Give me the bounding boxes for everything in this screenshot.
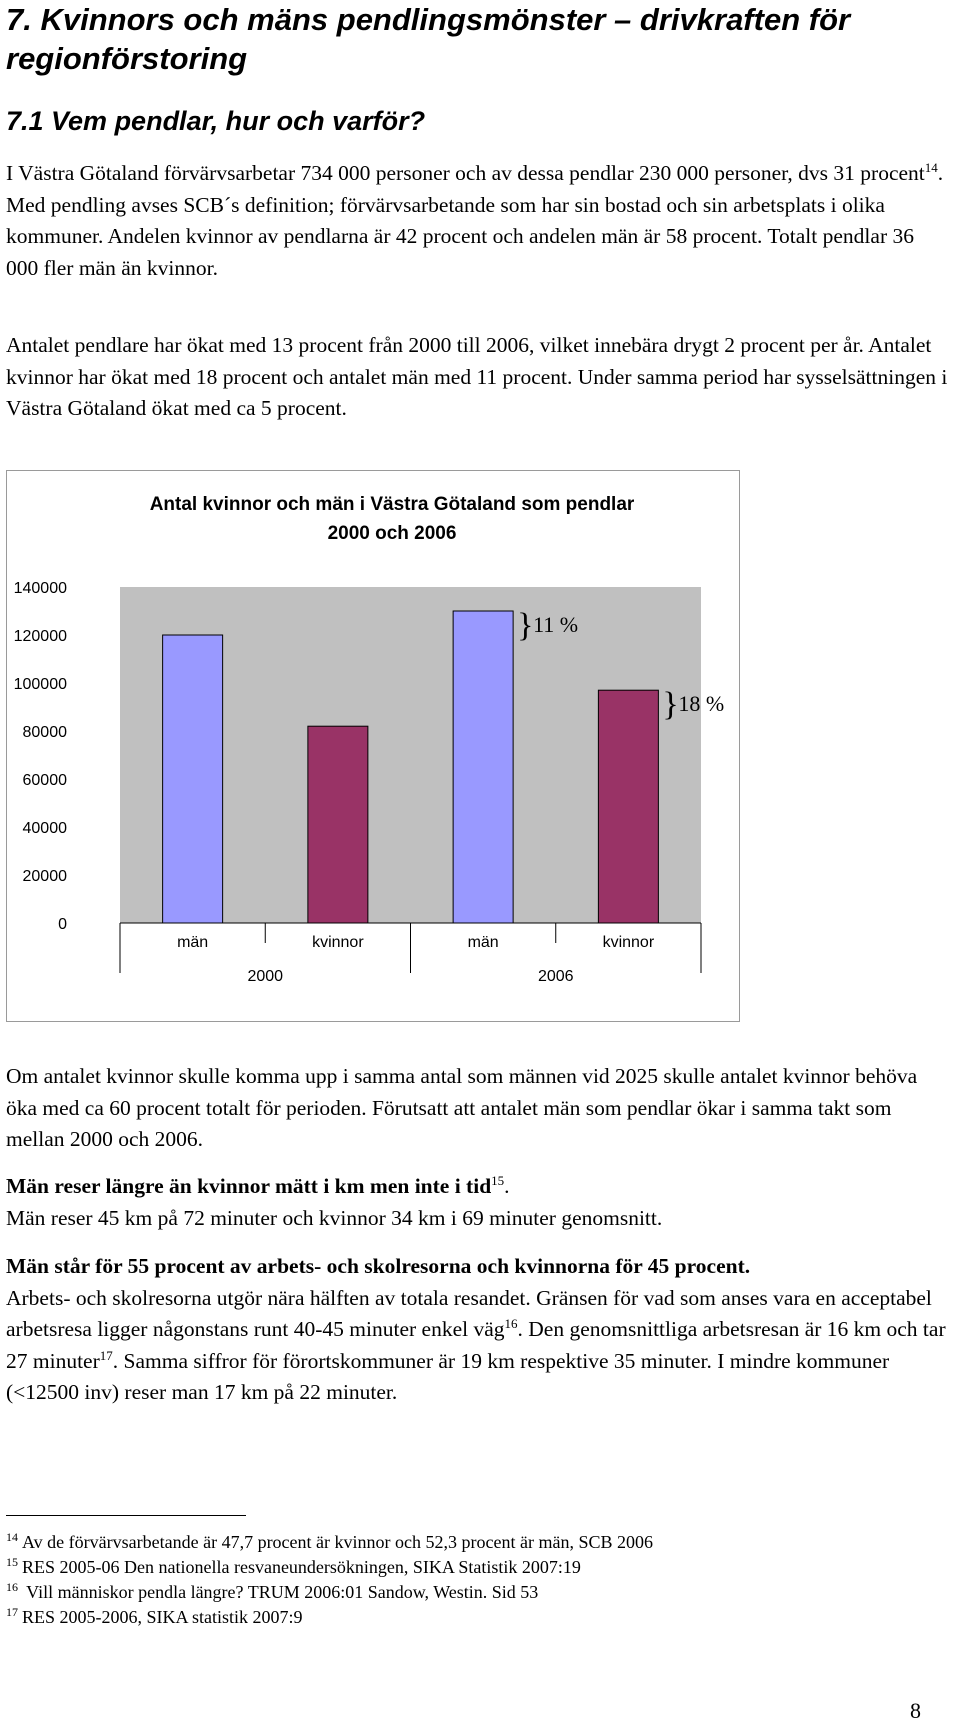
distance-paragraph (6, 1171, 950, 1234)
bar (598, 690, 658, 923)
footnote-number: 15 (6, 1555, 18, 1569)
chart-canvas (7, 471, 741, 1023)
footnote-14 (6, 1531, 653, 1553)
x-category-label: kvinnor (312, 934, 364, 951)
distance-text: Män reser 45 km på 72 minuter och kvinnor 34 km i 69 minuter genomsnitt. (6, 1205, 663, 1230)
footnote-ref-17[interactable]: 17 (99, 1347, 113, 1363)
percent-annotation: 11 % (533, 612, 579, 637)
intro-text-b: . Med pendling avses SCB´s definition; förvärvsarbetande som har sin bostad och sin arbetsplats i olika kommuner. Andelen kvinnor av pendlarna är 42 procent och andelen män är 58 procent. Totalt pendlar 36 000 fler män än kvinnor. (6, 161, 944, 280)
distance-heading-end: . (504, 1174, 510, 1198)
y-tick-label: 60000 (22, 772, 67, 789)
y-tick-label: 20000 (22, 868, 67, 885)
growth-paragraph: Antalet pendlare har ökat med 13 procent från 2000 till 2006, vilket innebära drygt 2 procent per år. Antalet kvinnor har ökat med 18 procent och antalet män med 11 procent. Under samma period har sysselsättningen i Västra Götaland ökat med ca 5 procent. (6, 333, 948, 420)
footnote-17 (6, 1606, 303, 1628)
distance-heading: Män reser längre än kvinnor mätt i km men inte i tid (6, 1174, 492, 1198)
subsection-heading: 7.1 Vem pendlar, hur och varför? (6, 106, 426, 136)
footnote-number: 14 (6, 1530, 18, 1544)
trip-share-heading: Män står för 55 procent av arbets- och skolresorna och kvinnorna för 45 procent. (6, 1254, 751, 1278)
percent-annotation: 18 % (678, 691, 725, 717)
footnote-ref-16[interactable]: 16 (504, 1315, 518, 1331)
section-heading: 7. Kvinnors och mäns pendlingsmönster – drivkraften för regionförstoring (6, 2, 851, 76)
y-tick-label: 100000 (13, 676, 67, 693)
x-category-label: män (467, 934, 499, 951)
projection-paragraph: Om antalet kvinnor skulle komma upp i samma antal som männen vid 2025 skulle antalet kvinnor behöva öka med ca 60 procent totalt för perioden. Förutsatt att antalet män som pendlar ökar i samma takt som mellan 2000 och 2006. (6, 1064, 918, 1151)
footnote-number: 17 (6, 1605, 18, 1619)
trip-share-text-c: . Samma siffror för förortskommuner är 19 km respektive 35 minuter. I mindre kommuner (<12500 inv) reser man 17 km på 22 minuter. (6, 1348, 890, 1404)
y-tick-label: 40000 (22, 820, 67, 837)
intro-text-a: I Västra Götaland förvärvsarbetar 734 000 personer och av dessa pendlar 230 000 personer, dvs 31 procent (6, 161, 925, 185)
footnote-number: 16 (6, 1580, 18, 1594)
footnote-text: RES 2005-2006, SIKA statistik 2007:9 (22, 1607, 303, 1627)
footnote-text: RES 2005-06 Den nationella resvaneundersökningen, SIKA Statistik 2007:19 (22, 1557, 581, 1577)
footnote-text: Vill människor pendla längre? TRUM 2006:01 Sandow, Westin. Sid 53 (22, 1582, 539, 1602)
footnote-divider (6, 1515, 246, 1516)
x-group-label: 2000 (247, 968, 284, 985)
trip-share-paragraph (6, 1251, 950, 1409)
chart-title: Antal kvinnor och män i Västra Götaland som pendlar 2000 och 2006 (149, 494, 635, 544)
footnote-text: Av de förvärvsarbetande är 47,7 procent är kvinnor och 52,3 procent är män, SCB 2006 (22, 1532, 653, 1552)
bar (453, 611, 513, 923)
y-tick-label: 120000 (13, 628, 67, 645)
footnote-16 (6, 1581, 538, 1603)
page-number: 8 (910, 1698, 921, 1723)
y-tick-label: 80000 (22, 724, 67, 741)
bar (308, 726, 368, 923)
y-tick-label: 140000 (13, 580, 67, 597)
bar (163, 635, 223, 923)
brace-glyph: } (662, 686, 679, 724)
x-category-label: män (177, 934, 209, 951)
x-group-label: 2006 (537, 968, 574, 985)
x-category-label: kvinnor (602, 934, 655, 951)
y-tick-label: 0 (58, 916, 67, 933)
commuter-chart (6, 470, 740, 1022)
intro-paragraph (6, 158, 950, 284)
footnote-15 (6, 1556, 581, 1578)
footnote-ref-14[interactable]: 14 (924, 159, 938, 175)
brace-glyph: } (517, 607, 534, 644)
trip-share-text-b: . Den genomsnittliga arbetsresan är 16 km och tar 27 minuter (6, 1317, 946, 1373)
footnote-ref-15[interactable]: 15 (491, 1172, 505, 1188)
trip-share-text-a: Arbets- och skolresorna utgör nära hälften av totala resandet. Gränsen för vad som anses vara en acceptabel arbetsresa ligger någonstans runt 40-45 minuter enkel väg (6, 1285, 932, 1341)
